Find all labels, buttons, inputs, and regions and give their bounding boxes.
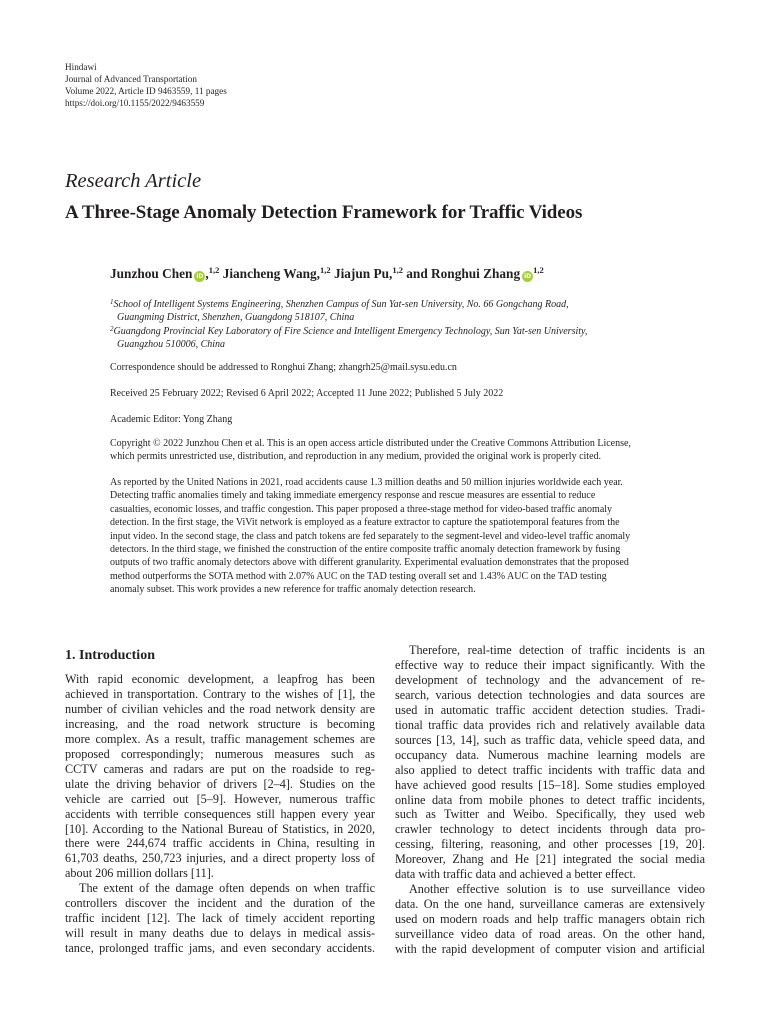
journal-name: Journal of Advanced Transportation xyxy=(65,74,197,85)
publication-dates: Received 25 February 2022; Revised 6 April 2022; Accepted 11 June 2022; Published 5 July 2022 xyxy=(110,388,504,399)
paragraph-line: The extent of the damage often depends on when traffic xyxy=(79,881,375,896)
paragraph xyxy=(395,643,705,882)
correspondence: Correspondence should be addressed to Ronghui Zhang; zhangrh25@mail.sysu.edu.cn xyxy=(110,362,457,373)
paragraph-line: more complex. As a result, traffic management schemes are xyxy=(65,731,375,746)
author-affiliation-marker: 1,2 xyxy=(208,265,220,275)
author-list: Junzhou Chen iD ,$^{1,2}$ Jiancheng Wang,$^{1,2}$ Jiajun Pu,$^{1,2}$ and Ronghui Zhang iD$^{1,2}$ xyxy=(110,265,544,281)
abstract-line: method outperforms the SOTA method with 2.07% AUC on the TAD testing overall set and 1.43% AUC on the TAD testing xyxy=(110,570,607,582)
paragraph-line: data with traffic data and achieved a better effect. xyxy=(395,867,636,882)
paragraph-line: about 206 million dollars [11]. xyxy=(65,866,214,881)
paragraph-line: there were 244,674 traffic accidents in China, resulting in xyxy=(65,836,375,851)
author-name: Junzhou Chen xyxy=(110,266,193,281)
abstract-line: detectors. In the third stage, we finished the construction of the entire composite traffic anomaly detection framework by fusing xyxy=(110,544,621,556)
paragraph-line: used on modern roads and help traffic managers obtain rich xyxy=(395,912,705,927)
paper-title: A Three-Stage Anomaly Detection Framework for Traffic Videos xyxy=(65,202,583,223)
paragraph-line: crawler technology to detect incidents through data pro- xyxy=(395,822,705,837)
paragraph-line: achieved in transportation. Contrary to the wishes of [1], the xyxy=(65,686,375,701)
paragraph-line: such as Twitter and Weibo. Specifically, they used web xyxy=(395,807,705,822)
author-name: Jiancheng Wang, xyxy=(222,266,320,281)
paragraph-line: controllers discover the incident and the duration of the xyxy=(65,896,375,911)
paragraph xyxy=(65,881,375,956)
affiliation-marker: 1 xyxy=(110,298,114,306)
paragraph-line: tance, prolonged traffic jams, and even secondary accidents. xyxy=(65,941,375,956)
paragraph xyxy=(65,672,375,881)
paragraph-line: occupancy data. Numerous machine learning models are xyxy=(395,747,705,762)
paragraph-line: increasing, and the road network structure is becoming xyxy=(65,716,375,731)
paragraph-line: With rapid economic development, a leapfrog has been xyxy=(65,672,375,686)
paragraph-line: data. On the one hand, surveillance cameras are extensively xyxy=(395,897,705,912)
doi-link[interactable]: https://doi.org/10.1155/2022/9463559 xyxy=(65,98,205,109)
affiliation-line: Guangzhou 510006, China xyxy=(117,339,226,351)
abstract xyxy=(110,476,710,597)
affiliation-marker: 2 xyxy=(110,325,114,333)
orcid-icon[interactable]: iD xyxy=(524,273,532,280)
paragraph-line: sources [13, 14], such as traffic data, vehicle speed data, and xyxy=(395,732,705,747)
paragraph-line: vehicle are carried out [5–9]. However, numerous traffic xyxy=(65,791,375,806)
journal-header xyxy=(65,61,227,109)
affiliation-line: School of Intelligent Systems Engineering, Shenzhen Campus of Sun Yat-sen University, No. 66 Gongchang Road, xyxy=(113,299,569,310)
paragraph-line: traffic incident [12]. The lack of timely accident reporting xyxy=(65,911,375,926)
paragraph-line: Moreover, Zhang and He [21] integrated the social media xyxy=(395,852,705,867)
orcid-icon[interactable]: iD xyxy=(196,273,204,280)
copyright-line: Copyright © 2022 Junzhou Chen et al. This is an open access article distributed under the Creative Commons Attribution License, xyxy=(110,438,631,449)
author-affiliation-marker: 1,2 xyxy=(533,265,544,275)
body-column-right xyxy=(395,643,705,957)
paragraph-line: search, various detection technologies and data sources are xyxy=(395,687,705,702)
affiliation xyxy=(110,296,710,325)
paragraph-line: 61,703 deaths, 250,723 injuries, and a direct property loss of xyxy=(65,851,375,866)
journal-volume: Volume 2022, Article ID 9463559, 11 pages xyxy=(65,86,227,97)
abstract-line: Detecting traffic anomalies timely and taking immediate emergency response and rescue measures are essential to reduce xyxy=(110,490,596,502)
paragraph-line: [10]. According to the National Bureau of Statistics, in 2020, xyxy=(65,821,375,836)
paragraph-line: development of technology and the advancement of re- xyxy=(395,672,705,687)
paragraph-line: number of civilian vehicles and the road network density are xyxy=(65,701,375,716)
author-name: and Ronghui Zhang xyxy=(406,266,521,281)
paragraph-line: with the rapid development of computer vision and artificial xyxy=(395,942,705,957)
section-heading: 1. Introduction xyxy=(65,648,155,663)
abstract-line: anomaly subset. This work provides a new reference for traffic anomaly detection research. xyxy=(110,584,476,596)
abstract-line: input video. In the second stage, the class and patch tokens are fed separately to the segment-level and video-level traffic anomaly xyxy=(110,530,631,542)
paragraph-line: effective way to reduce their impact significantly. With the xyxy=(395,657,705,672)
abstract-line: outputs of two traffic anomaly detectors above with different granularity. Experimental evaluation demonstrates that the proposed xyxy=(110,557,629,569)
paragraph-line: will result in many deaths due to delays in medical assis- xyxy=(65,926,375,941)
paragraph-line: used in automatic traffic accident detection studies. Tradi- xyxy=(395,702,705,717)
paragraph-line: Another effective solution is to use surveillance video xyxy=(409,882,705,897)
article-type: Research Article xyxy=(65,170,202,192)
academic-editor: Academic Editor: Yong Zhang xyxy=(110,414,233,425)
copyright-line: which permits unrestricted use, distribution, and reproduction in any medium, provided the original work is properly cited. xyxy=(110,451,602,463)
paragraph-line: have achieved good results [15–18]. Some studies employed xyxy=(395,777,705,792)
paragraph-line: Therefore, real-time detection of traffic incidents is an xyxy=(409,643,705,657)
publisher-name: Hindawi xyxy=(65,62,97,72)
paragraph-line: cessing, filtering, reasoning, and other processes [19, 20]. xyxy=(395,837,705,852)
abstract-line: detection. In the first stage, the ViVit network is employed as a feature extractor to capture the spatiotemporal features from the xyxy=(110,517,620,529)
author-affiliation-marker: 1,2 xyxy=(392,265,403,275)
affiliation-line: Guangdong Provincial Key Laboratory of Fire Science and Intelligent Emergency Technology, Sun Yat-sen University, xyxy=(113,326,588,337)
paragraph-line: surveillance video data of road areas. On the other hand, xyxy=(395,927,705,942)
paragraph-line: tional traffic data provides rich and relatively available data xyxy=(395,717,705,732)
paragraph-line: ulate the driving behavior of drivers [2–4]. Studies on the xyxy=(65,776,375,791)
affiliation xyxy=(110,323,710,352)
paragraph-line: CCTV cameras and radars are put on the roadside to reg- xyxy=(65,761,375,776)
body-column-left xyxy=(65,672,375,956)
paragraph-line: online data from mobile phones to detect traffic incidents, xyxy=(395,792,705,807)
paragraph-line: accidents with terrible consequences still happen every year xyxy=(65,806,375,821)
paragraph-line: also applied to detect traffic incidents with traffic data and xyxy=(395,762,705,777)
abstract-line: casualties, economic losses, and traffic congestion. This paper proposed a three-stage method for video-based traffic anomaly xyxy=(110,503,613,515)
copyright-notice xyxy=(110,437,710,464)
abstract-line: As reported by the United Nations in 2021, road accidents cause 1.3 million deaths and 50 million injuries worldwide each year. xyxy=(110,477,623,488)
paragraph xyxy=(395,882,705,957)
author-affiliation-marker: 1,2 xyxy=(319,265,331,275)
author-name: Jiajun Pu, xyxy=(333,266,393,281)
paragraph-line: proposed correspondingly; numerous measures such as xyxy=(65,746,375,761)
affiliation-line: Guangming District, Shenzhen, Guangdong 518107, China xyxy=(117,312,355,324)
